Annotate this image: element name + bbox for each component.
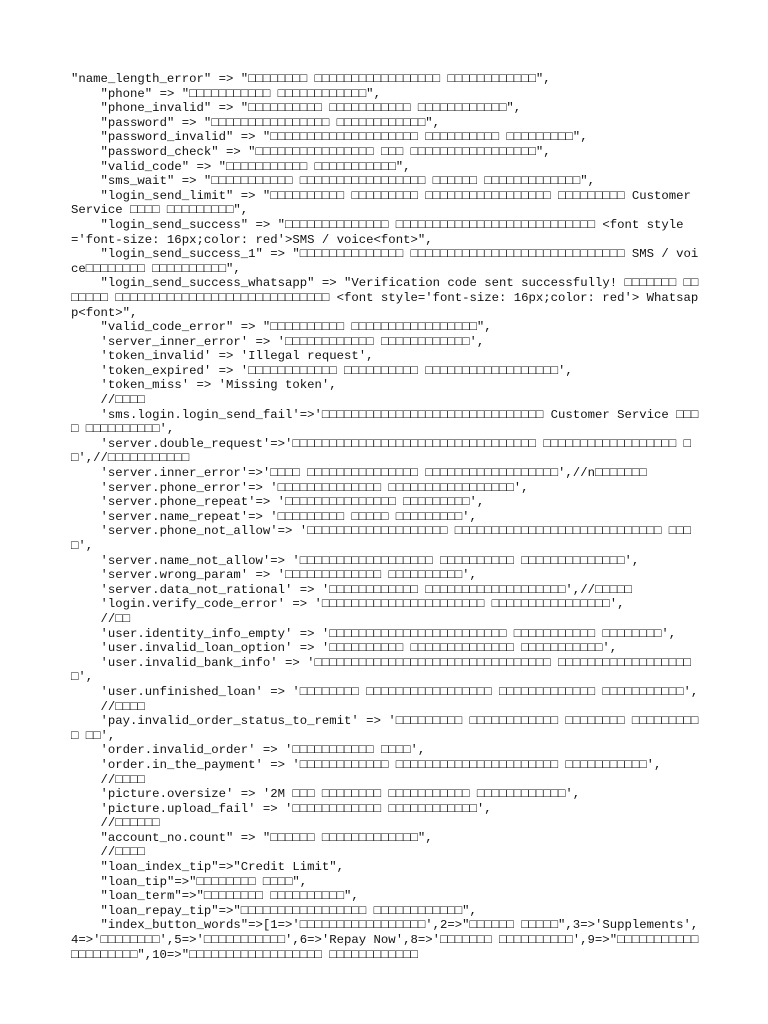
code-comment: //□□□□ (71, 699, 145, 714)
code-line: "password_check" => "□□□□□□□□□□□□□□□□ □□□ □□□□□□□□□□□□□□□□□", (71, 144, 551, 159)
code-line: "loan_term"=>"□□□□□□□□ □□□□□□□□□□", (71, 889, 359, 904)
code-line: 'server_inner_error' => '□□□□□□□□□□□□ □□□□□□□□□□□□', (71, 334, 485, 349)
code-line: 'server.data_not_rational' => '□□□□□□□□□□□□ □□□□□□□□□□□□□□□□□□□',//□□□□□ (71, 582, 632, 597)
code-line: "password_invalid" => "□□□□□□□□□□□□□□□□□□□□ □□□□□□□□□□ □□□□□□□□□", (71, 130, 588, 145)
code-line: "login_send_success_whatsapp" => "Verification code sent successfully! □□□□□□□ □□□□□□□ □□□□□□□□□□□□□□□□□□□□□□□□□□□□□ <font style='font-size: 16px;color: red'> Whatsapp<font>", (71, 276, 699, 320)
code-line: 'server.wrong_param' => '□□□□□□□□□□□□□ □□□□□□□□□□', (71, 568, 477, 583)
code-line: "valid_code" => "□□□□□□□□□□□ □□□□□□□□□□□", (71, 159, 411, 174)
code-line: 'token_miss' => 'Missing token', (71, 378, 337, 393)
code-line: "loan_repay_tip"=>"□□□□□□□□□□□□□□□□□ □□□□□□□□□□□□", (71, 903, 477, 918)
code-line: 'user.invalid_loan_option' => '□□□□□□□□□□ □□□□□□□□□□□□□□ □□□□□□□□□□□', (71, 641, 618, 656)
code-line: 'server.name_repeat'=> '□□□□□□□□□ □□□□□ □□□□□□□□□', (71, 509, 477, 524)
code-line: 'pay.invalid_order_status_to_remit' => '□□□□□□□□□ □□□□□□□□□□□□ □□□□□□□□ □□□□□□□□□□ □□', (71, 714, 699, 743)
code-document (71, 72, 701, 962)
code-line: 'sms.login.login_send_fail'=>'□□□□□□□□□□□□□□□□□□□□□□□□□□□□□□ Customer Service □□□□ □□□□□□□□□□', (71, 407, 699, 437)
code-comment: //□□□□ (71, 393, 145, 408)
code-comment: //□□ (71, 611, 131, 626)
code-line: "login_send_success" => "□□□□□□□□□□□□□□ □□□□□□□□□□□□□□□□□□□□□□□□□□□ <font style='font-size: 16px;color: red'>SMS / voice<font>", (71, 217, 684, 247)
code-line: 'order.invalid_order' => '□□□□□□□□□□□ □□□□', (71, 743, 426, 758)
code-line: "login_send_limit" => "□□□□□□□□□□ □□□□□□□□□ □□□□□□□□□□□□□□□□□ □□□□□□□□□ Customer Service □□□□ □□□□□□□□□", (71, 188, 699, 218)
code-comment: //□□□□ (71, 772, 145, 787)
code-line: 'server.double_request'=>'□□□□□□□□□□□□□□□□□□□□□□□□□□□□□□□□□ □□□□□□□□□□□□□□□□□□ □□',//□□□□□□□□□□□ (71, 436, 691, 466)
code-line: 'token_expired' => '□□□□□□□□□□□□ □□□□□□□□□□ □□□□□□□□□□□□□□□□□□', (71, 363, 573, 378)
code-comment: //□□□□□□ (71, 816, 160, 831)
code-line: 'login.verify_code_error' => '□□□□□□□□□□□□□□□□□□□□□□ □□□□□□□□□□□□□□□□', (71, 597, 625, 612)
code-line: 'picture.upload_fail' => '□□□□□□□□□□□□ □□□□□□□□□□□□', (71, 801, 492, 816)
code-comment: //□□□□ (71, 845, 145, 860)
code-line: "login_send_success_1" => "□□□□□□□□□□□□□□ □□□□□□□□□□□□□□□□□□□□□□□□□□□□□ SMS / voice□□□□□□□□ □□□□□□□□□□", (71, 247, 699, 276)
code-line: "sms_wait" => "□□□□□□□□□□□ □□□□□□□□□□□□□□□□□ □□□□□□ □□□□□□□□□□□□□", (71, 174, 595, 189)
code-line: "account_no.count" => "□□□□□□ □□□□□□□□□□□□□", (71, 830, 433, 845)
code-line: "phone_invalid" => "□□□□□□□□□□ □□□□□□□□□□□ □□□□□□□□□□□□", (71, 101, 522, 116)
code-line: 'user.invalid_bank_info' => '□□□□□□□□□□□□□□□□□□□□□□□□□□□□□□□□ □□□□□□□□□□□□□□□□□□□', (71, 655, 691, 685)
code-line: "valid_code_error" => "□□□□□□□□□□ □□□□□□□□□□□□□□□□□", (71, 320, 492, 335)
code-line: 'server.name_not_allow'=> '□□□□□□□□□□□□□□□□□□ □□□□□□□□□□ □□□□□□□□□□□□□□', (71, 553, 640, 568)
code-line: 'user.identity_info_empty' => '□□□□□□□□□□□□□□□□□□□□□□□□ □□□□□□□□□□□ □□□□□□□□', (71, 626, 677, 641)
code-line: "index_button_words"=>[1=>'□□□□□□□□□□□□□□□□□',2=>"□□□□□□ □□□□□",3=>'Supplements',4=>'□□□□□□□□',5=>'□□□□□□□□□□□',6=>'Repay Now',8=>'□□□□□□□ □□□□□□□□□□',9=>"□□□□□□□□□□□□□□□□□□□□",10=>"□□□□□□□□□□□□□□□□□□ □□□□□□□□□□□□ (71, 918, 699, 962)
code-line: 'picture.oversize' => '2M □□□ □□□□□□□□ □□□□□□□□□□□ □□□□□□□□□□□□', (71, 787, 581, 802)
code-line: 'token_invalid' => 'Illegal request', (71, 349, 374, 364)
code-line: 'server.phone_repeat'=> '□□□□□□□□□□□□□□□ □□□□□□□□□', (71, 495, 485, 510)
code-line: "password" => "□□□□□□□□□□□□□□□□ □□□□□□□□□□□□", (71, 115, 440, 130)
code-line: "loan_tip"=>"□□□□□□□□ □□□□", (71, 874, 308, 889)
code-line: 'order.in_the_payment' => '□□□□□□□□□□□□ □□□□□□□□□□□□□□□□□□□□□□ □□□□□□□□□□□', (71, 757, 662, 772)
code-line: "loan_index_tip"=>"Credit Limit", (71, 860, 345, 875)
code-line: 'server.phone_error'=> '□□□□□□□□□□□□□□ □□□□□□□□□□□□□□□□□', (71, 480, 529, 495)
code-line: "phone" => "□□□□□□□□□□□ □□□□□□□□□□□□", (71, 86, 381, 101)
code-line: 'server.phone_not_allow'=> '□□□□□□□□□□□□□□□□□□□ □□□□□□□□□□□□□□□□□□□□□□□□□□□□ □□□□', (71, 524, 691, 553)
code-line: 'server.inner_error'=>'□□□□ □□□□□□□□□□□□□□□ □□□□□□□□□□□□□□□□□□',//n□□□□□□□ (71, 466, 647, 481)
code-line: 'user.unfinished_loan' => '□□□□□□□□ □□□□□□□□□□□□□□□□□ □□□□□□□□□□□□□ □□□□□□□□□□□', (71, 684, 699, 699)
code-line: "name_length_error" => "□□□□□□□□ □□□□□□□□□□□□□□□□□ □□□□□□□□□□□□", (71, 72, 551, 86)
